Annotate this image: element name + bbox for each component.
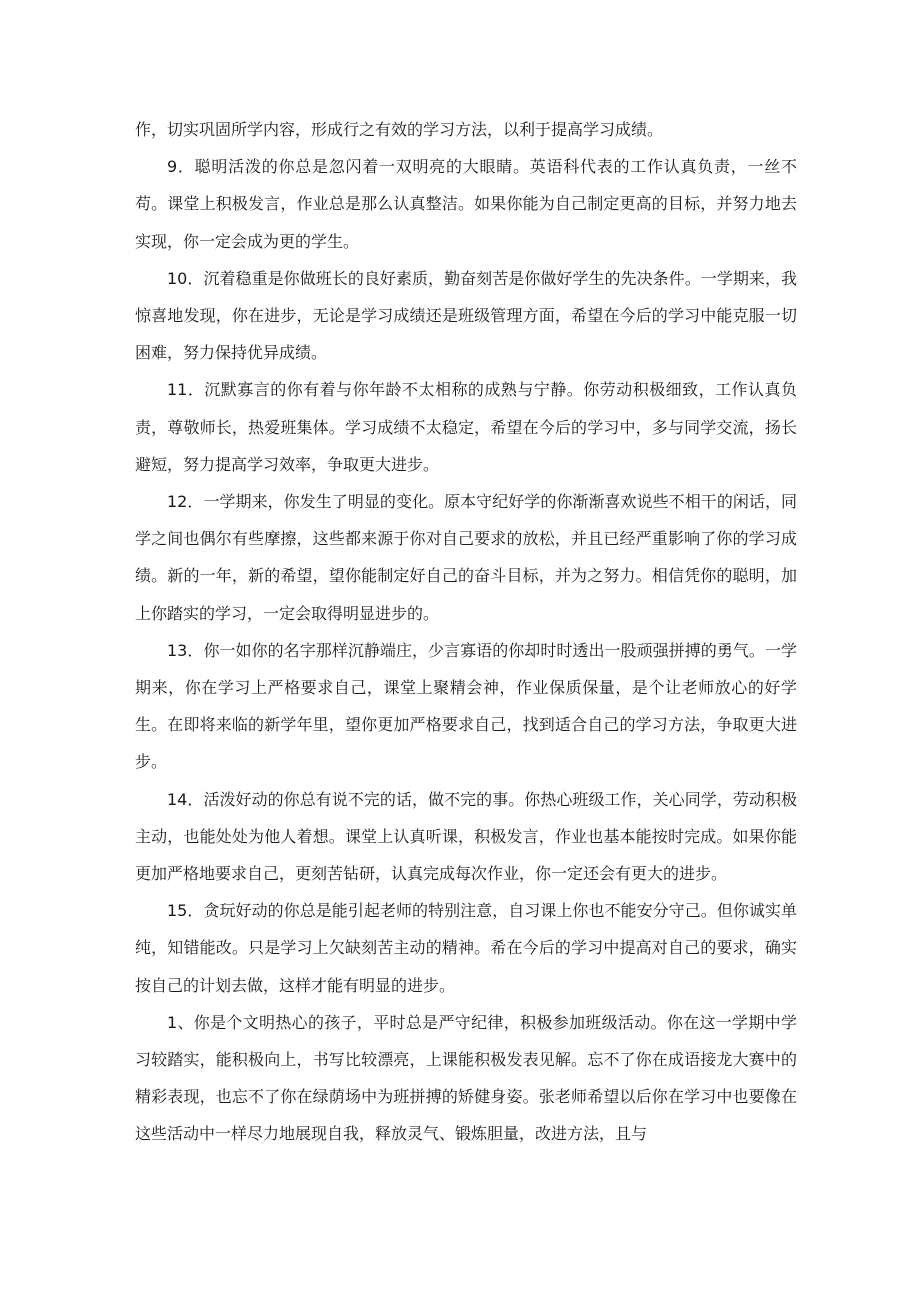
comment-paragraph: 9．聪明活泼的你总是忽闪着一双明亮的大眼睛。英语科代表的工作认真负责，一丝不苟。课堂上积极发言，作业总是那么认真整洁。如果你能为自己制定更高的目标，并努力地去实现，你一定会成为更的学生。 — [135, 157, 797, 251]
comment-paragraph: 11．沉默寡言的你有着与你年龄不太相称的成熟与宁静。你劳动积极细致，工作认真负责，尊敬师长，热爱班集体。学习成绩不太稳定，希望在今后的学习中，多与同学交流，扬长避短，努力提高学习效率，争取更大进步。 — [135, 380, 797, 474]
comment-paragraph: 14．活泼好动的你总有说不完的话，做不完的事。你热心班级工作，关心同学，劳动积极主动，也能处处为他人着想。课堂上认真听课，积极发言，作业也基本能按时完成。如果你能更加严格地要求自己，更刻苦钻研，认真完成每次作业，你一定还会有更大的进步。 — [135, 789, 797, 884]
comment-paragraph: 15．贪玩好动的你总是能引起老师的特别注意，自习课上你也不能安分守己。但你诚实单纯，知错能改。只是学习上欠缺刻苦主动的精神。希在今后的学习中提高对自己的要求，确实按自己的计划去做，这样才能有明显的进步。 — [135, 901, 797, 995]
comment-paragraph: 1、你是个文明热心的孩子，平时总是严守纪律，积极参加班级活动。你在这一学期中学习较踏实，能积极向上，书写比较漂亮，上课能积极发表见解。忘不了你在成语接龙大赛中的精彩表现，也忘不了你在绿荫场中为班拼搏的矫健身姿。张老师希望以后你在学习中也要像在这些活动中一样尽力地展现自我，释放灵气、锻炼胆量，改进方法，且与 — [135, 1012, 797, 1144]
document-body — [135, 111, 797, 1153]
continued-paragraph: 作，切实巩固所学内容，形成行之有效的学习方法，以利于提高学习成绩。 — [135, 120, 664, 139]
comment-paragraph: 10．沉着稳重是你做班长的良好素质，勤奋刻苦是你做好学生的先决条件。一学期来，我惊喜地发现，你在进步，无论是学习成绩还是班级管理方面，希望在今后的学习中能克服一切困难，努力保持优异成绩。 — [135, 268, 797, 363]
comment-paragraph: 13．你一如你的名字那样沉静端庄，少言寡语的你却时时透出一股顽强拼搏的勇气。一学期来，你在学习上严格要求自己，课堂上聚精会神，作业保质保量，是个让老师放心的好学生。在即将来临的新学年里，望你更加严格要求自己，找到适合自己的学习方法，争取更大进步。 — [135, 640, 797, 772]
comment-paragraph: 12．一学期来，你发生了明显的变化。原本守纪好学的你渐渐喜欢说些不相干的闲话，同学之间也偶尔有些摩擦，这些都来源于你对自己要求的放松，并且已经严重影响了你的学习成绩。新的一年，新的希望，望你能制定好自己的奋斗目标，并为之努力。相信凭你的聪明，加上你踏实的学习，一定会取得明显进步的。 — [135, 492, 797, 623]
